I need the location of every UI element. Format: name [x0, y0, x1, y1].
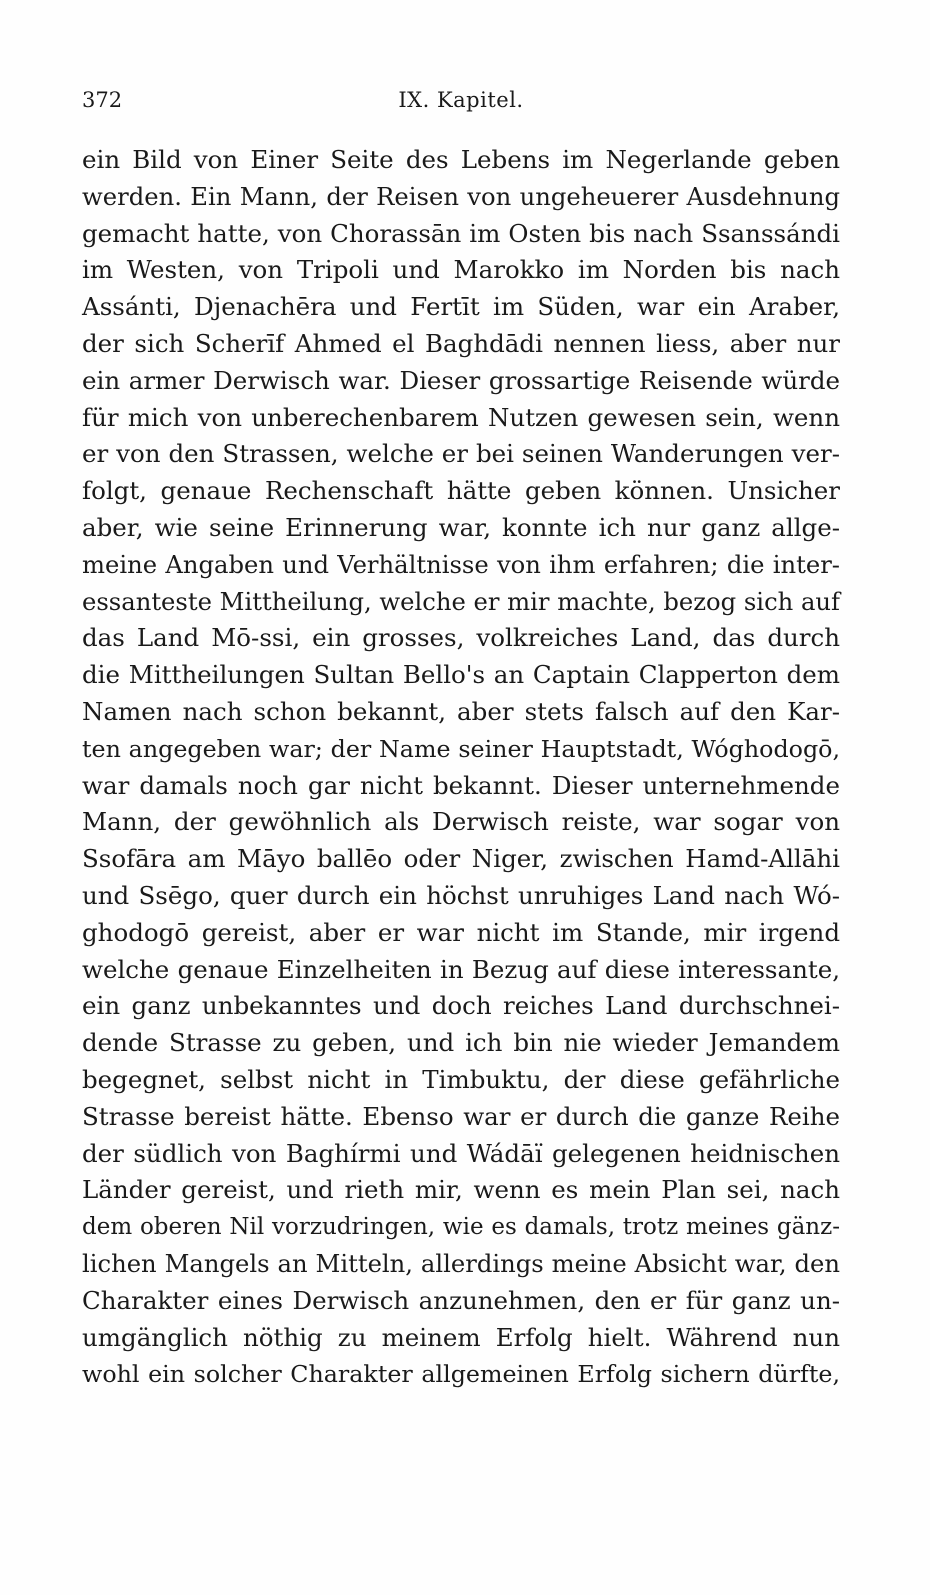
- running-head: [82, 88, 840, 118]
- text-line: der sich Scherīf Ahmed el Baghdādi nennen liess, aber nur: [82, 328, 840, 358]
- text-line: ein Bild von Einer Seite des Lebens im Negerlande geben: [82, 145, 840, 174]
- text-line: Charakter eines Derwisch anzunehmen, den er für ganz un-: [82, 1285, 840, 1315]
- text-line: dende Strasse zu geben, und ich bin nie wieder Jemandem: [82, 1028, 840, 1058]
- text-line: ghodogō gereist, aber er war nicht im Stande, mir irgend: [82, 917, 840, 947]
- body-text: [82, 142, 840, 1393]
- text-line: dem oberen Nil vorzudringen, wie es damals, trotz meines gänz-: [82, 1214, 840, 1241]
- text-line: Ssofāra am Māyo ballēo oder Niger, zwischen Hamd-Allāhi: [82, 844, 840, 874]
- text-line: folgt, genaue Rechenschaft hätte geben können. Unsicher: [82, 476, 840, 506]
- text-line: lichen Mangels an Mitteln, allerdings meine Absicht war, den: [82, 1248, 840, 1278]
- text-line: Assánti, Djenachēra und Fertīt im Süden, war ein Araber,: [82, 292, 840, 322]
- text-line: Namen nach schon bekannt, aber stets falsch auf den Kar-: [82, 696, 840, 726]
- text-line: Länder gereist, und rieth mir, wenn es mein Plan sei, nach: [82, 1175, 840, 1205]
- text-line: werden. Ein Mann, der Reisen von ungeheuerer Ausdehnung: [82, 181, 840, 211]
- text-line: war damals noch gar nicht bekannt. Dieser unternehmende: [82, 770, 840, 800]
- text-line: der südlich von Baghírmi und Wádāï gelegenen heidnischen: [82, 1138, 840, 1168]
- text-line: meine Angaben und Verhältnisse von ihm erfahren; die inter-: [82, 549, 840, 579]
- text-line: begegnet, selbst nicht in Timbuktu, der diese gefährliche: [82, 1064, 840, 1094]
- text-line: wohl ein solcher Charakter allgemeinen Erfolg sichern dürfte,: [82, 1360, 840, 1389]
- chapter-title: IX. Kapitel.: [398, 88, 524, 112]
- text-line: ein armer Derwisch war. Dieser grossartige Reisende würde: [82, 365, 840, 395]
- text-line: ten angegeben war; der Name seiner Hauptstadt, Wóghodogō,: [82, 734, 840, 763]
- text-line: welche genaue Einzelheiten in Bezug auf diese interessante,: [82, 954, 840, 984]
- text-line: ein ganz unbekanntes und doch reiches Land durchschnei-: [82, 991, 840, 1021]
- text-line: essanteste Mittheilung, welche er mir machte, bezog sich auf: [82, 586, 841, 616]
- text-line: im Westen, von Tripoli und Marokko im Norden bis nach: [82, 255, 840, 285]
- text-line: er von den Strassen, welche er bei seinen Wanderungen ver-: [82, 439, 840, 469]
- text-line: das Land Mō-ssi, ein grosses, volkreiches Land, das durch: [82, 623, 840, 653]
- text-line: umgänglich nöthig zu meinem Erfolg hielt. Während nun: [82, 1322, 840, 1352]
- text-line: aber, wie seine Erinnerung war, konnte ich nur ganz allge-: [82, 512, 840, 542]
- text-line: für mich von unberechenbarem Nutzen gewesen sein, wenn: [82, 402, 840, 432]
- text-line: Strasse bereist hätte. Ebenso war er durch die ganze Reihe: [82, 1101, 840, 1131]
- text-line: gemacht hatte, von Chorassān im Osten bis nach Ssanssándi: [82, 218, 840, 248]
- text-line: Mann, der gewöhnlich als Derwisch reiste, war sogar von: [82, 807, 840, 837]
- text-line: die Mittheilungen Sultan Bello's an Captain Clapperton dem: [82, 660, 840, 690]
- page-number: 372: [82, 88, 123, 112]
- text-line: und Ssēgo, quer durch ein höchst unruhiges Land nach Wó-: [82, 880, 840, 910]
